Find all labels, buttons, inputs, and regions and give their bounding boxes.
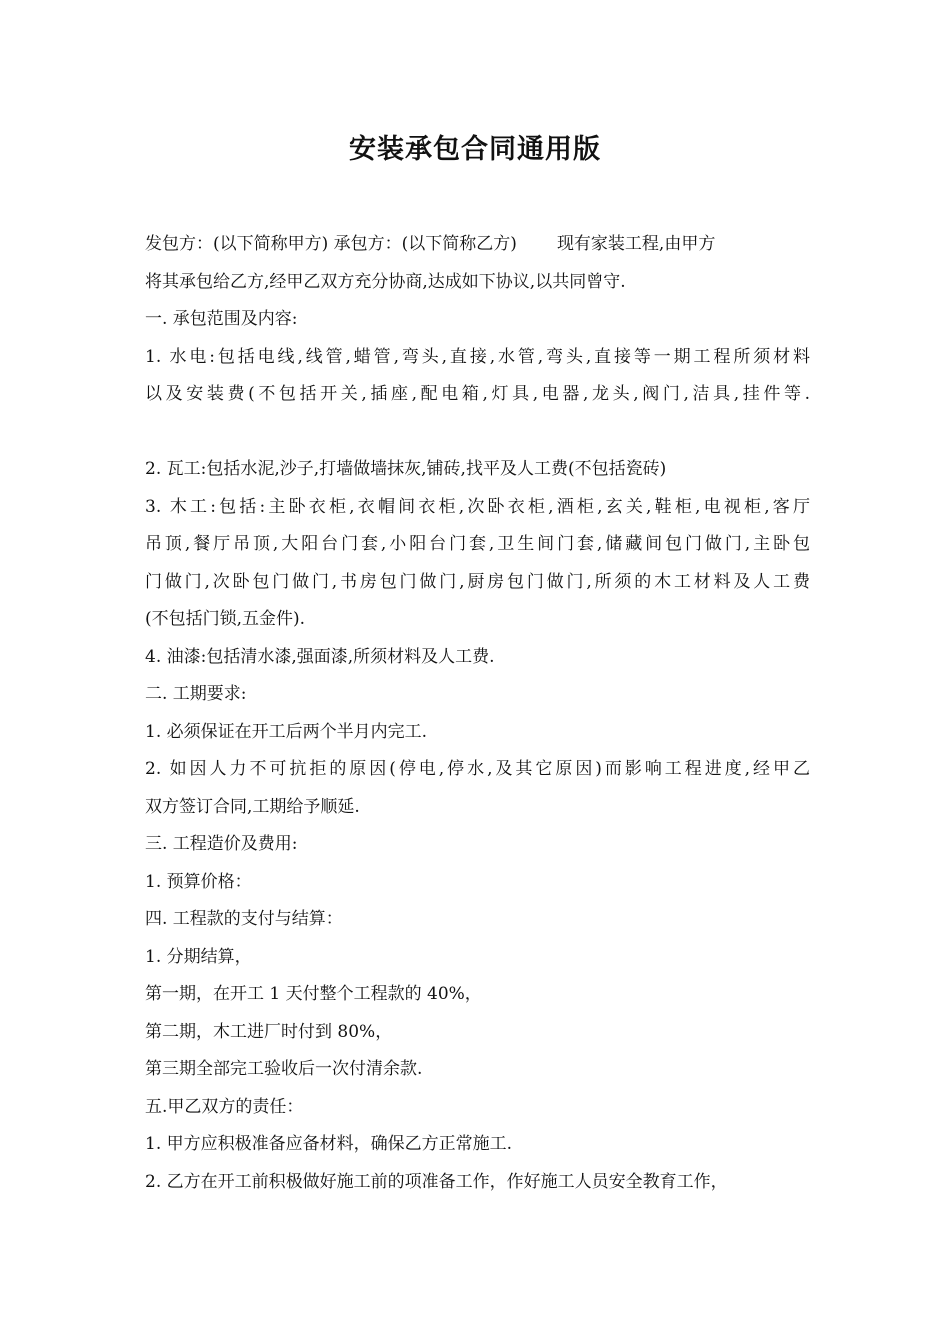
paragraph-line: 1. 分期结算，	[145, 946, 252, 967]
paragraph-line: 双方签订合同,工期给予顺延.	[145, 796, 360, 817]
paragraph-line: 2. 如因人力不可抗拒的原因(停电,停水,及其它原因)而影响工程进度,经甲乙	[145, 759, 810, 779]
blank-line	[145, 414, 810, 452]
paragraph-line: 将其承包给乙方,经甲乙双方充分协商,达成如下协议,以共同曾守.	[145, 271, 626, 292]
paragraph-line: 2. 瓦工:包括水泥,沙子,打墙做墙抹灰,铺砖,找平及人工费(不包括瓷砖)	[145, 459, 667, 479]
parties-text: 发包方：(以下简称甲方) 承包方：(以下简称乙方)	[145, 234, 517, 254]
document-title: 安装承包合同通用版	[349, 134, 601, 165]
paragraph-line: (不包括门锁,五金件).	[145, 609, 306, 629]
paragraph-line: 门做门,次卧包门做门,书房包门做门,厨房包门做门,所须的木工材料及人工费	[145, 571, 810, 592]
intro-text: 现有家装工程,由甲方	[556, 234, 716, 254]
paragraph-line: 1. 必须保证在开工后两个半月内完工.	[145, 721, 428, 742]
section-heading: 五.甲乙双方的责任：	[145, 1096, 304, 1117]
paragraph-line: 吊顶,餐厅吊顶,大阳台门套,小阳台门套,卫生间门套,储藏间包门做门,主卧包	[145, 534, 810, 554]
paragraph-line: 以及安装费(不包括开关,插座,配电箱,灯具,电器,龙头,阀门,洁具,挂件等.	[145, 384, 810, 404]
section-heading: 一. 承包范围及内容:	[145, 309, 298, 329]
paragraph-line	[145, 226, 810, 264]
paragraph-line: 第一期，在开工 1 天付整个工程款的 40%，	[145, 984, 482, 1004]
paragraph-line: 第三期全部完工验收后一次付清余款.	[145, 1059, 423, 1079]
section-heading: 四. 工程款的支付与结算：	[145, 909, 343, 929]
paragraph-line: 1. 甲方应积极准备应备材料，确保乙方正常施工.	[145, 1134, 513, 1154]
paragraph-line: 3. 木工:包括:主卧衣柜,衣帽间衣柜,次卧衣柜,酒柜,玄关,鞋柜,电视柜,客厅	[145, 496, 810, 517]
section-heading: 二. 工期要求:	[145, 684, 247, 704]
paragraph-line: 第二期，木工进厂时付到 80%，	[145, 1021, 393, 1042]
paragraph-line: 1. 预算价格：	[145, 871, 252, 892]
paragraph-line: 4. 油漆:包括清水漆,强面漆,所须材料及人工费.	[145, 646, 495, 667]
paragraph-line: 1. 水电:包括电线,线管,蜡管,弯头,直接,水管,弯头,直接等一期工程所须材料	[145, 346, 810, 367]
document-body	[145, 226, 810, 1201]
paragraph-line: 2. 乙方在开工前积极做好施工前的项准备工作，作好施工人员安全教育工作，	[145, 1171, 728, 1192]
section-heading: 三. 工程造价及费用:	[145, 834, 298, 854]
